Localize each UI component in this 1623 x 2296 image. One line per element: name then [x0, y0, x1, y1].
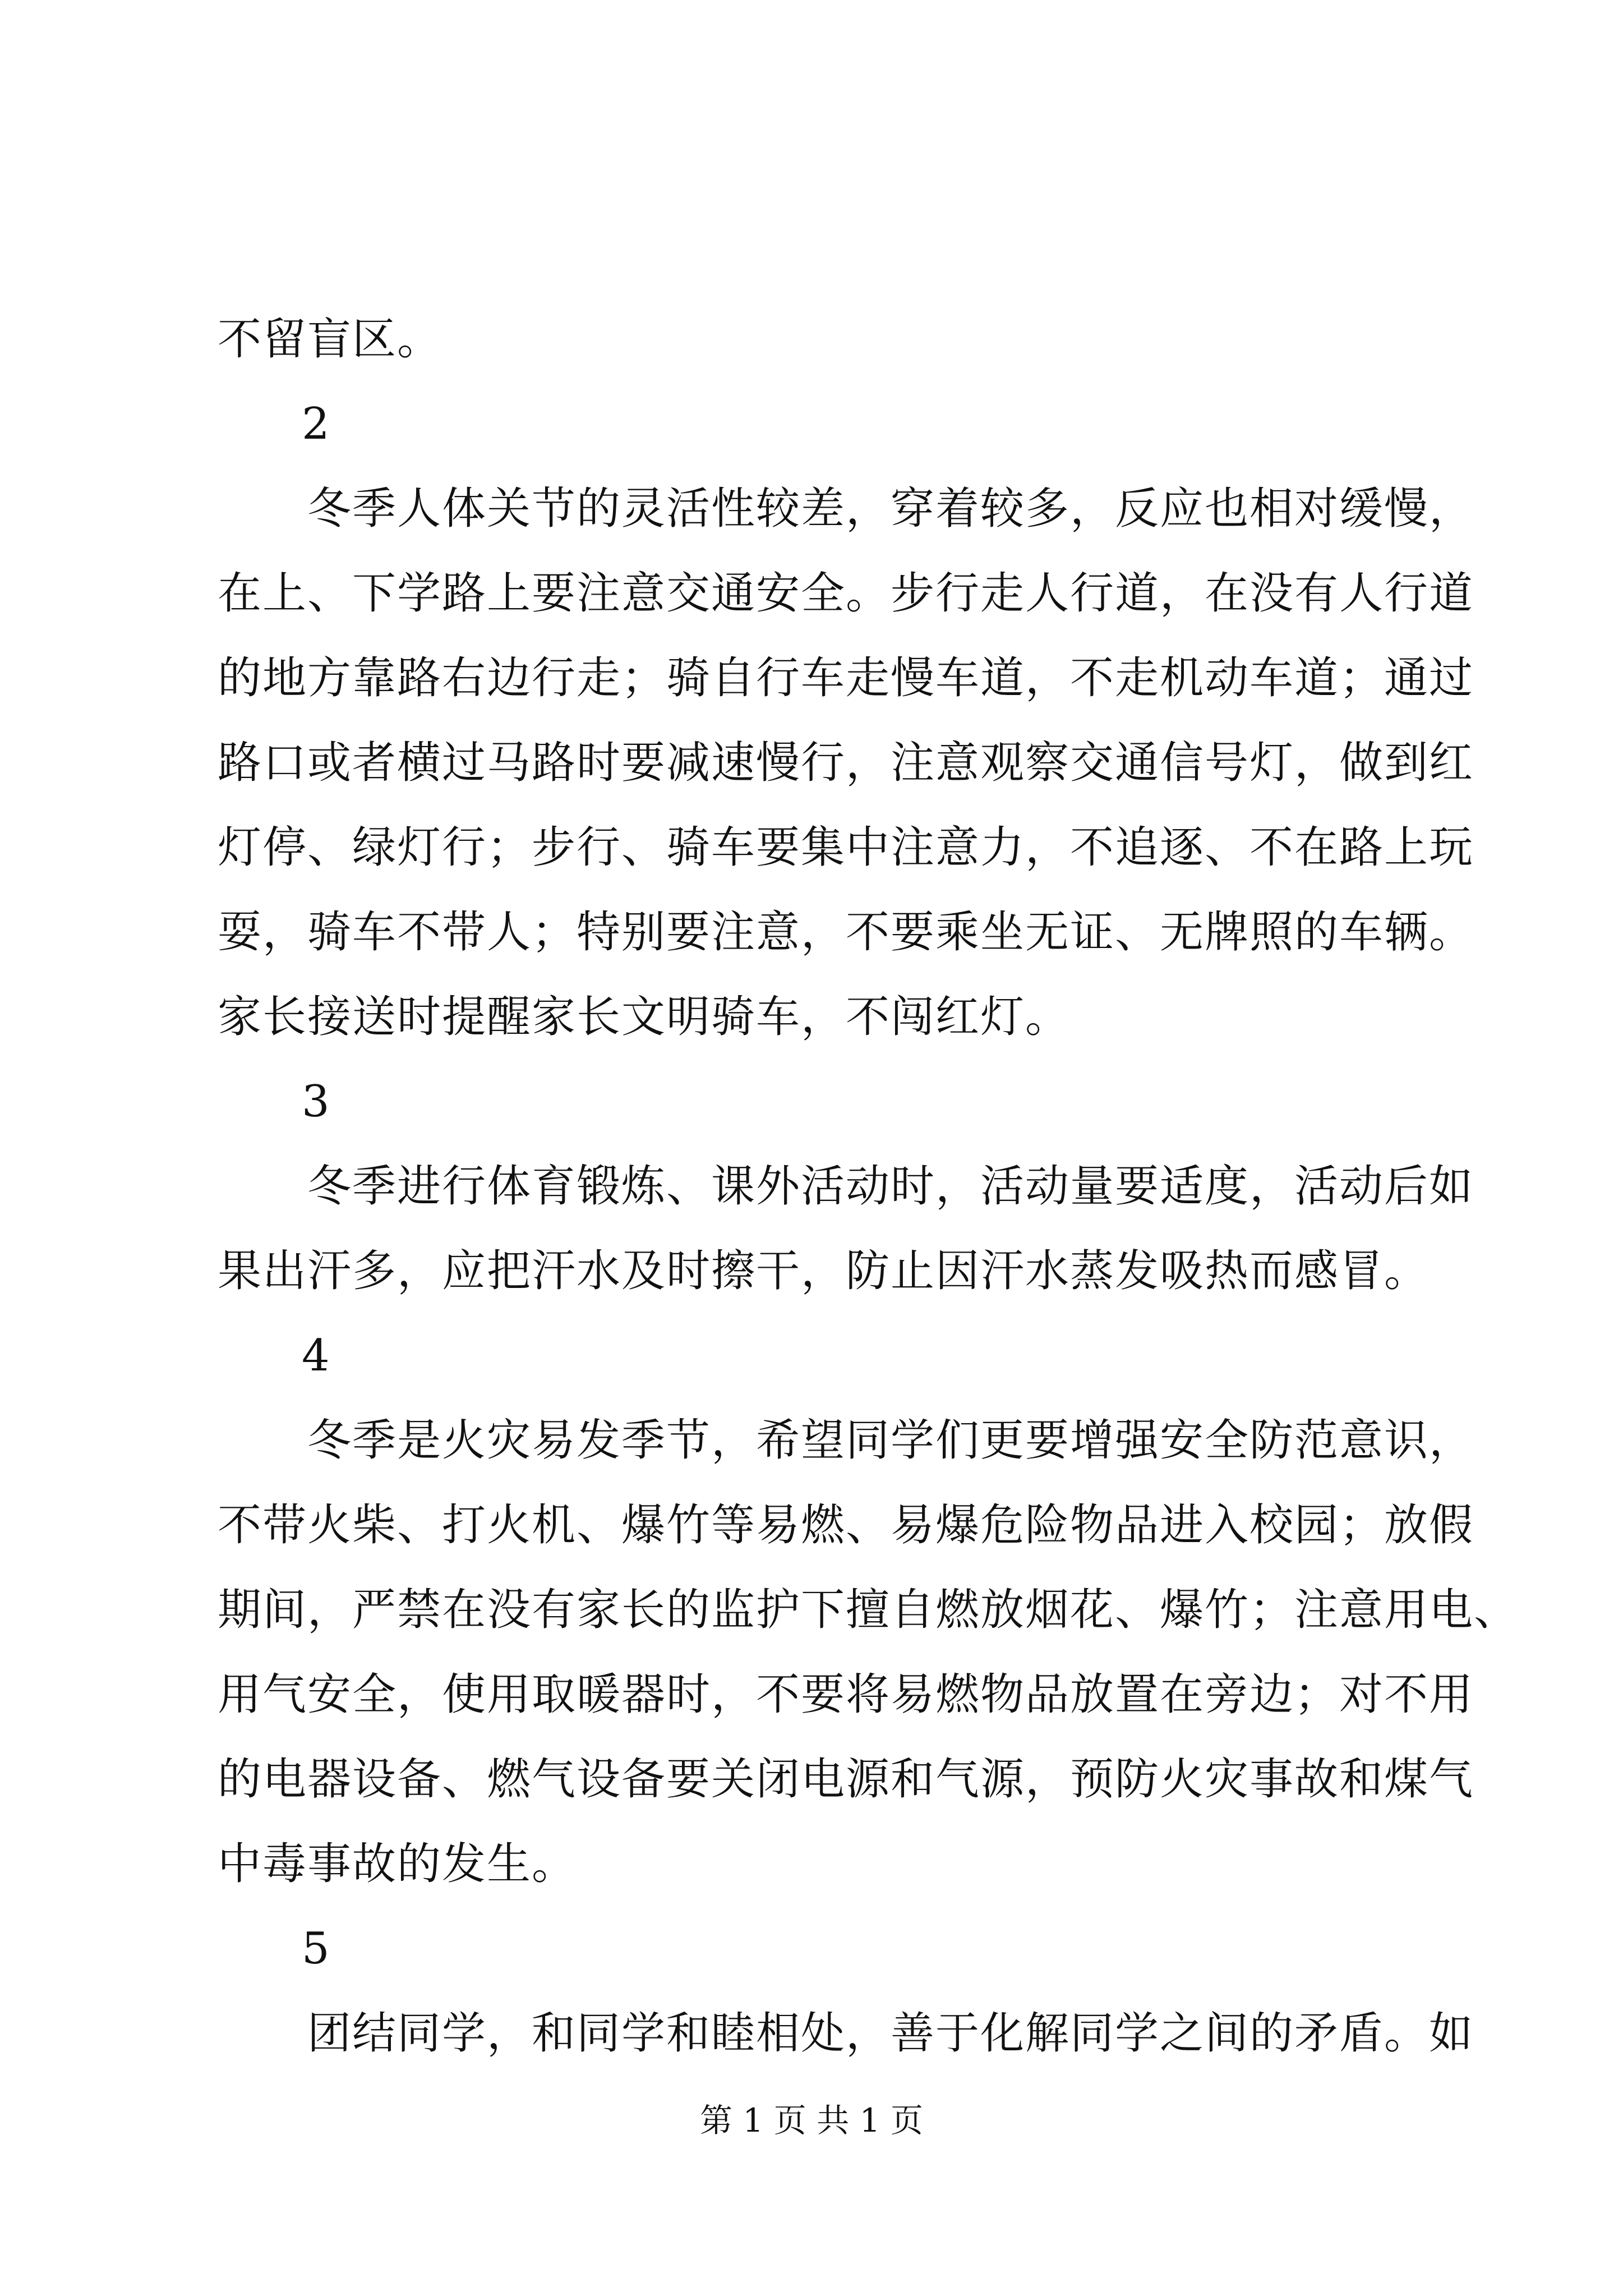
paragraph-first-line: 冬季进行体育锻炼、课外活动时，活动量要适度，活动后如 — [307, 1161, 1474, 1212]
text-line: 的地方靠路右边行走；骑自行车走慢车道，不走机动车道；通过 — [218, 653, 1474, 703]
text-line: 在上、下学路上要注意交通安全。步行走人行道，在没有人行道 — [218, 568, 1474, 619]
document-body — [218, 297, 1519, 2076]
text-line: 果出汗多，应把汗水及时擦干，防止因汗水蒸发吸热而感冒。 — [218, 1246, 1430, 1296]
page-footer: 第 1 页 共 1 页 — [700, 2101, 923, 2139]
section-number: 3 — [302, 1076, 331, 1127]
text-line: 不留盲区。 — [218, 314, 442, 365]
paragraph-first-line: 团结同学，和同学和睦相处，善于化解同学之间的矛盾。如 — [307, 2008, 1474, 2059]
text-line: 期间，严禁在没有家长的监护下擅自燃放烟花、爆竹；注意用电、 — [218, 1585, 1519, 1635]
section-number: 5 — [302, 1924, 331, 1974]
text-line: 家长接送时提醒家长文明骑车，不闯红灯。 — [218, 992, 1071, 1042]
text-line: 灯停、绿灯行；步行、骑车要集中注意力，不追逐、不在路上玩 — [218, 822, 1474, 873]
text-line: 中毒事故的发生。 — [218, 1839, 577, 1889]
section-number: 4 — [302, 1331, 331, 1381]
text-line: 路口或者横过马路时要减速慢行，注意观察交通信号灯，做到红 — [218, 738, 1474, 788]
text-line: 耍，骑车不带人；特别要注意，不要乘坐无证、无牌照的车辆。 — [218, 907, 1474, 958]
text-line: 用气安全，使用取暖器时，不要将易燃物品放置在旁边；对不用 — [218, 1669, 1474, 1720]
section-number: 2 — [302, 399, 331, 449]
text-line: 不带火柴、打火机、爆竹等易燃、易爆危险物品进入校园；放假 — [218, 1500, 1474, 1550]
paragraph-first-line: 冬季是火灾易发季节，希望同学们更要增强安全防范意识， — [307, 1415, 1474, 1466]
text-line: 的电器设备、燃气设备要关闭电源和气源，预防火灾事故和煤气 — [218, 1754, 1474, 1805]
paragraph-first-line: 冬季人体关节的灵活性较差，穿着较多，反应也相对缓慢， — [307, 484, 1474, 534]
